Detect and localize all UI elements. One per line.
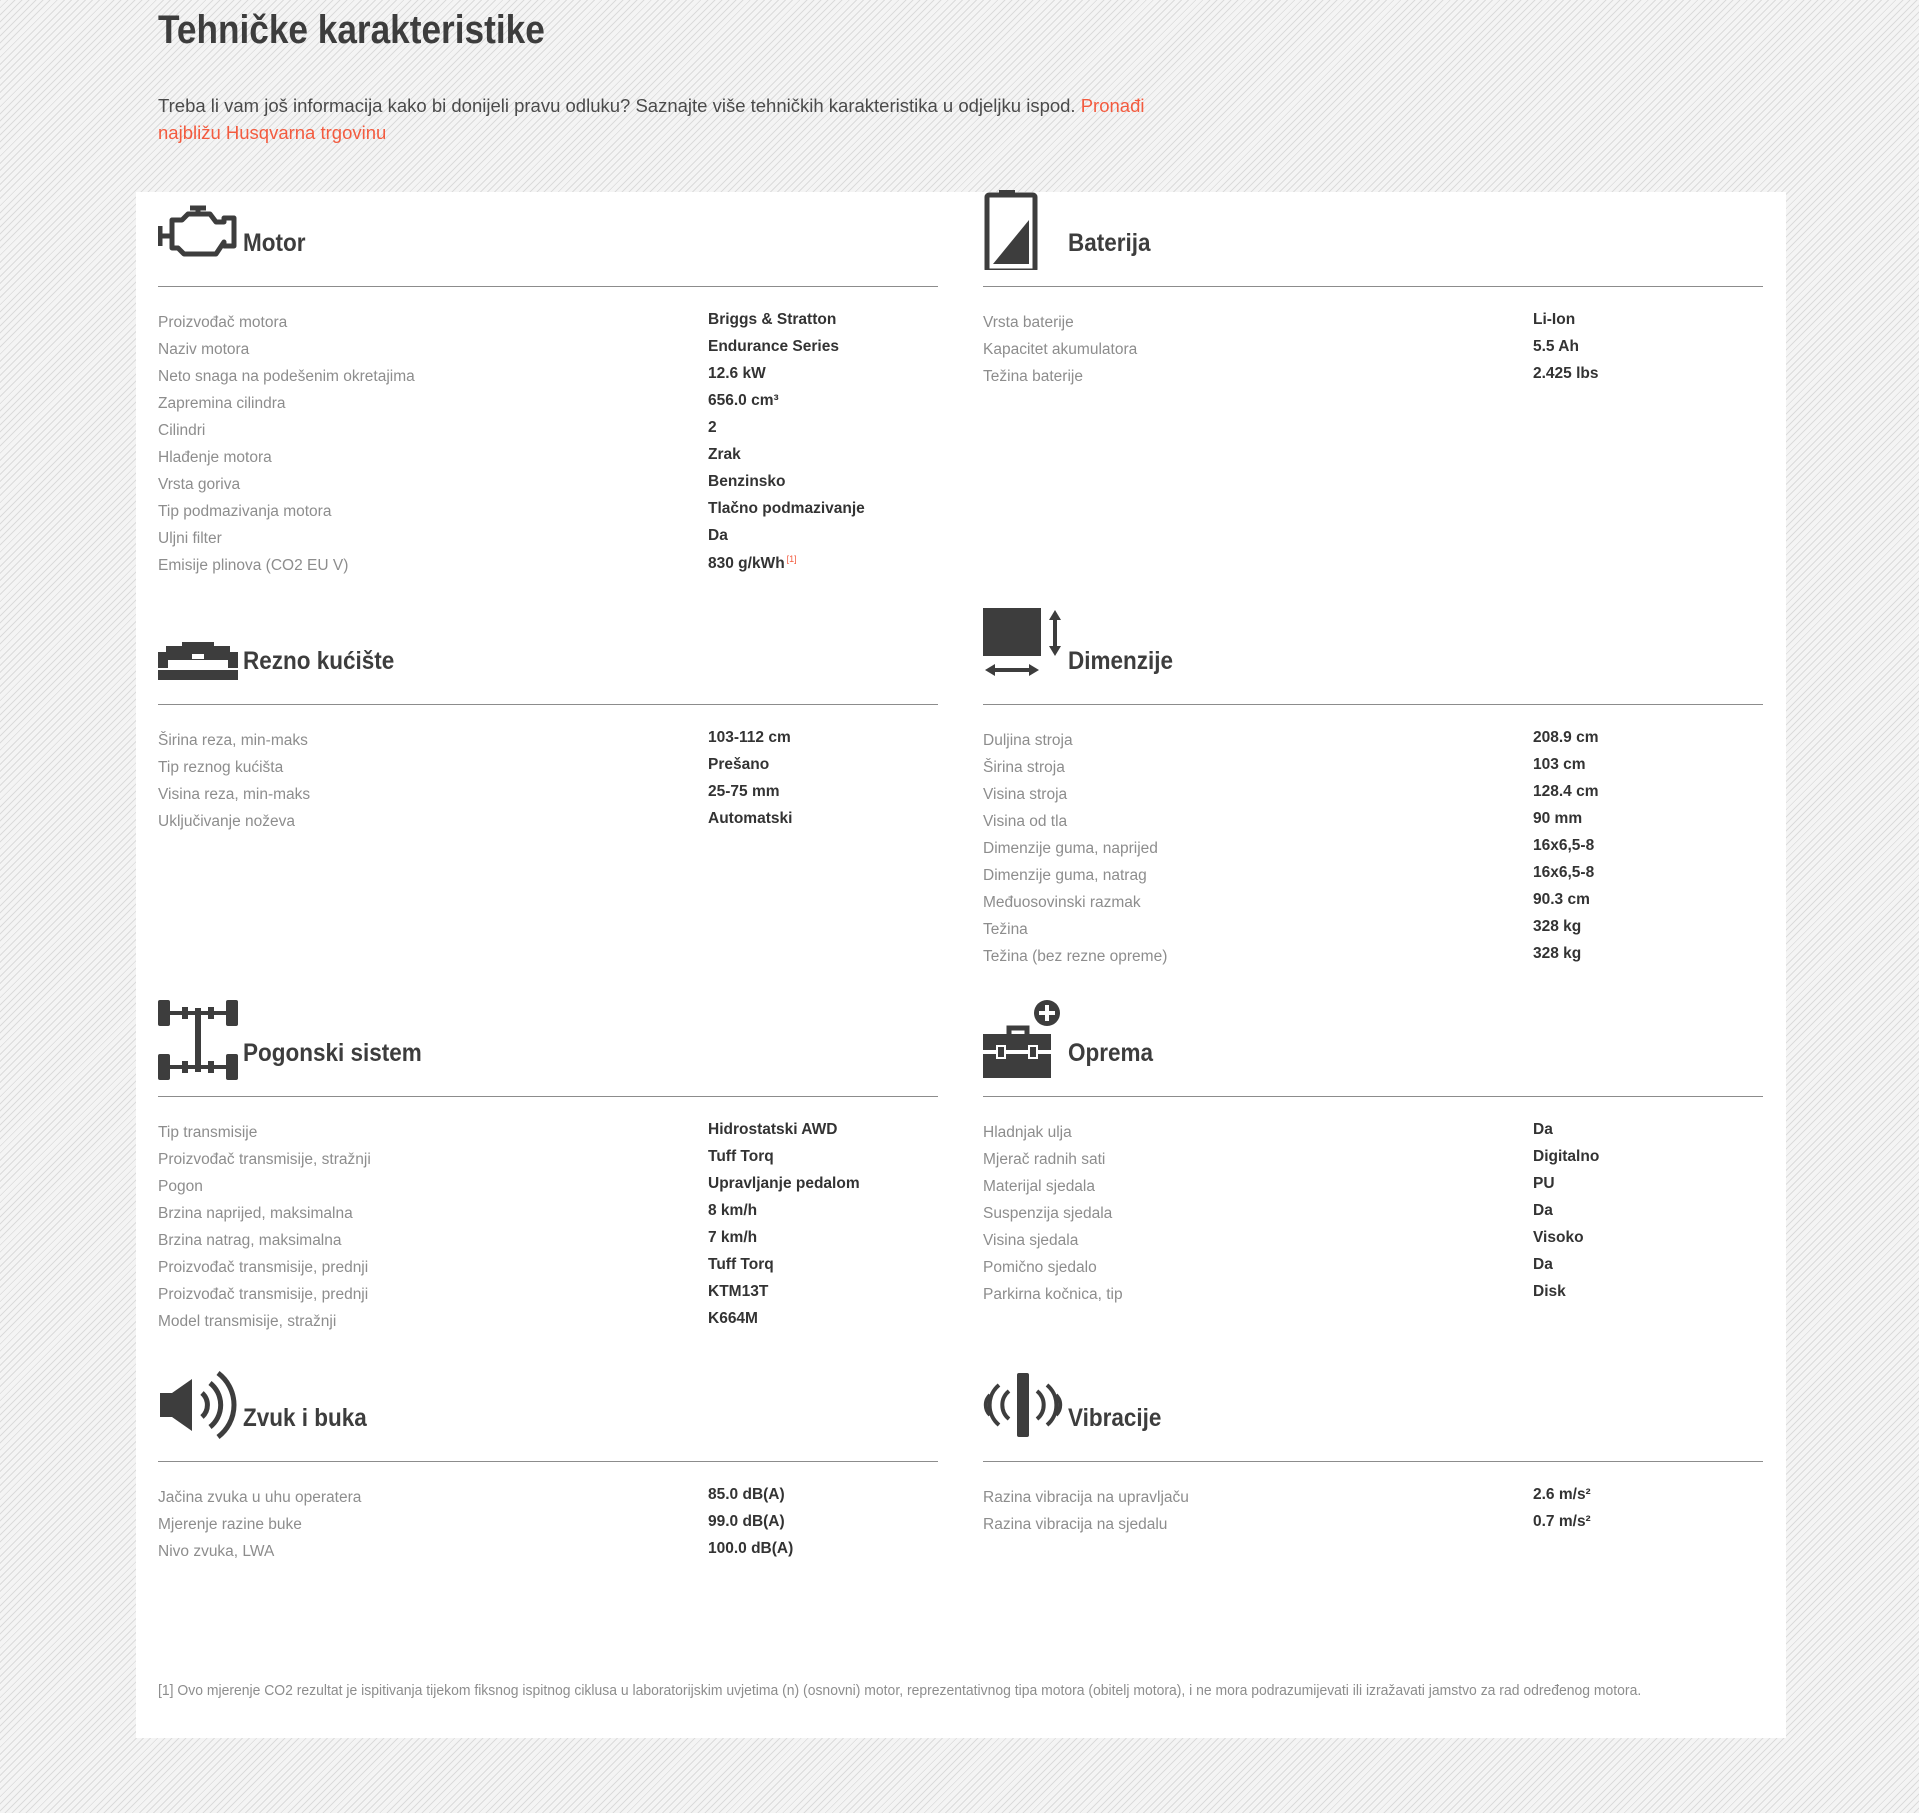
section-title: Dimenzije bbox=[1068, 647, 1174, 675]
spec-value bbox=[708, 783, 780, 801]
speaker-icon bbox=[158, 1365, 238, 1445]
spec-value-text: Tlačno podmazivanje bbox=[708, 500, 865, 517]
spec-label: Pogon bbox=[158, 1178, 203, 1195]
spec-value-text: Endurance Series bbox=[708, 338, 839, 355]
section-zvuk bbox=[158, 1367, 938, 1567]
spec-value-text: Tuff Torq bbox=[708, 1256, 774, 1273]
spec-value bbox=[708, 392, 779, 410]
spec-row bbox=[158, 446, 938, 473]
section-title: Pogonski sistem bbox=[243, 1039, 422, 1067]
vibration-icon bbox=[983, 1365, 1063, 1445]
spec-row bbox=[158, 1175, 938, 1202]
section-header bbox=[158, 1367, 938, 1462]
spec-row bbox=[158, 1121, 938, 1148]
spec-label: Model transmisije, stražnji bbox=[158, 1313, 337, 1330]
spec-label: Mjerenje razine buke bbox=[158, 1516, 302, 1533]
spec-value-text: Disk bbox=[1533, 1283, 1566, 1300]
spec-row bbox=[983, 311, 1763, 338]
spec-value-text: 16x6,5-8 bbox=[1533, 837, 1595, 854]
spec-label: Visina reza, min-maks bbox=[158, 786, 311, 803]
spec-value bbox=[1533, 1513, 1591, 1531]
spec-row bbox=[983, 1486, 1763, 1513]
spec-value bbox=[708, 446, 741, 464]
spec-value bbox=[708, 554, 797, 573]
spec-value-text: 103-112 cm bbox=[708, 729, 791, 746]
spec-row bbox=[983, 1121, 1763, 1148]
spec-row bbox=[158, 1540, 938, 1567]
spec-value-text: K664M bbox=[708, 1310, 758, 1327]
spec-value-text: 2 bbox=[708, 419, 717, 436]
spec-value-text: Upravljanje pedalom bbox=[708, 1175, 860, 1192]
section-pogonski bbox=[158, 1002, 938, 1337]
spec-row bbox=[983, 810, 1763, 837]
spec-value bbox=[708, 1513, 785, 1531]
spec-value bbox=[1533, 338, 1579, 356]
spec-rows bbox=[158, 705, 938, 837]
spec-value bbox=[708, 500, 865, 518]
spec-value bbox=[1533, 1486, 1591, 1504]
spec-row bbox=[983, 1256, 1763, 1283]
section-title: Oprema bbox=[1068, 1039, 1154, 1067]
spec-value-text: Da bbox=[1533, 1256, 1553, 1273]
section-header bbox=[158, 610, 938, 705]
spec-value-text: 5.5 Ah bbox=[1533, 338, 1579, 355]
spec-value bbox=[708, 365, 766, 383]
spec-value-text: 328 kg bbox=[1533, 918, 1582, 935]
section-title: Rezno kućište bbox=[243, 647, 395, 675]
spec-value-text: 2.425 lbs bbox=[1533, 365, 1599, 382]
spec-label: Cilindri bbox=[158, 422, 206, 439]
spec-rows bbox=[983, 1462, 1763, 1540]
spec-label: Brzina naprijed, maksimalna bbox=[158, 1205, 353, 1222]
spec-value bbox=[1533, 945, 1581, 963]
spec-value bbox=[708, 1121, 837, 1139]
footnote: [1] Ovo mjerenje CO2 rezultat je ispitivanja tijekom fiksnog ispitnog ciklusa u laboratorijskim uvjetima (n) (osnovni) motor, reprezentativnog tipa motora (obitelj motora), i ne mora podrazumijevati ili izražavati jamstvo za rad određenog motora. bbox=[158, 1682, 1642, 1699]
spec-row bbox=[158, 338, 938, 365]
spec-row bbox=[983, 891, 1763, 918]
spec-value-text: Visoko bbox=[1533, 1229, 1584, 1246]
spec-label: Težina (bez rezne opreme) bbox=[983, 948, 1168, 965]
spec-value-text: KTM13T bbox=[708, 1283, 769, 1300]
page-title: Tehničke karakteristike bbox=[158, 8, 545, 52]
spec-value-text: Li-Ion bbox=[1533, 311, 1576, 328]
spec-value bbox=[1533, 783, 1599, 801]
spec-value bbox=[708, 473, 786, 491]
spec-value-text: Briggs & Stratton bbox=[708, 311, 837, 328]
spec-value-text: Benzinsko bbox=[708, 473, 786, 490]
spec-label: Uključivanje noževa bbox=[158, 813, 295, 830]
spec-value bbox=[1533, 1121, 1553, 1139]
spec-row bbox=[983, 729, 1763, 756]
spec-value bbox=[708, 1175, 860, 1193]
section-header bbox=[158, 192, 938, 287]
section-title: Zvuk i buka bbox=[243, 1404, 367, 1432]
battery-icon bbox=[983, 190, 1063, 270]
spec-label: Tip transmisije bbox=[158, 1124, 258, 1141]
spec-value-text: 2.6 m/s² bbox=[1533, 1486, 1591, 1503]
spec-value bbox=[708, 1229, 757, 1247]
spec-label: Proizvođač transmisije, prednji bbox=[158, 1286, 369, 1303]
spec-label: Razina vibracija na upravljaču bbox=[983, 1489, 1189, 1506]
spec-label: Vrsta baterije bbox=[983, 314, 1074, 331]
spec-label: Nivo zvuka, LWA bbox=[158, 1543, 275, 1560]
spec-label: Širina reza, min-maks bbox=[158, 732, 308, 749]
spec-value bbox=[1533, 1148, 1599, 1166]
spec-value bbox=[1533, 1175, 1555, 1193]
spec-value-text: 328 kg bbox=[1533, 945, 1582, 962]
cutting-deck-icon bbox=[158, 608, 238, 688]
spec-value bbox=[708, 1310, 758, 1328]
section-motor bbox=[158, 192, 938, 581]
spec-value bbox=[1533, 837, 1594, 855]
spec-value bbox=[1533, 1229, 1584, 1247]
spec-label: Dimenzije guma, natrag bbox=[983, 867, 1147, 884]
spec-row bbox=[983, 837, 1763, 864]
spec-label: Hlađenje motora bbox=[158, 449, 272, 466]
spec-row bbox=[983, 756, 1763, 783]
spec-row bbox=[983, 1229, 1763, 1256]
spec-value-text: PU bbox=[1533, 1175, 1555, 1192]
spec-label: Širina stroja bbox=[983, 759, 1065, 776]
spec-label: Naziv motora bbox=[158, 341, 250, 358]
spec-row bbox=[158, 392, 938, 419]
spec-rows bbox=[158, 1097, 938, 1337]
spec-label: Duljina stroja bbox=[983, 732, 1073, 749]
section-header bbox=[983, 1367, 1763, 1462]
section-header bbox=[158, 1002, 938, 1097]
spec-value-text: Da bbox=[708, 527, 728, 544]
spec-label: Težina baterije bbox=[983, 368, 1083, 385]
spec-value-text: 830 g/kWh bbox=[708, 555, 785, 573]
spec-value bbox=[1533, 810, 1582, 828]
spec-value-text: 85.0 dB(A) bbox=[708, 1486, 785, 1503]
section-title: Vibracije bbox=[1068, 1404, 1162, 1432]
spec-label: Vrsta goriva bbox=[158, 476, 241, 493]
spec-value bbox=[708, 1283, 768, 1301]
spec-label: Visina stroja bbox=[983, 786, 1068, 803]
spec-row bbox=[158, 1283, 938, 1310]
spec-row bbox=[983, 1148, 1763, 1175]
spec-value bbox=[708, 810, 792, 828]
spec-row bbox=[983, 918, 1763, 945]
spec-value bbox=[1533, 1283, 1566, 1301]
intro-paragraph bbox=[158, 92, 1208, 146]
spec-row bbox=[158, 729, 938, 756]
spec-value bbox=[1533, 1256, 1553, 1274]
specs-card bbox=[136, 192, 1786, 1738]
spec-value-text: 100.0 dB(A) bbox=[708, 1540, 794, 1557]
section-header bbox=[983, 192, 1763, 287]
spec-value-text: Digitalno bbox=[1533, 1148, 1600, 1165]
spec-row bbox=[158, 783, 938, 810]
spec-row bbox=[158, 756, 938, 783]
spec-value bbox=[708, 729, 791, 747]
spec-value-text: 128.4 cm bbox=[1533, 783, 1599, 800]
spec-value bbox=[1533, 891, 1590, 909]
spec-label: Suspenzija sjedala bbox=[983, 1205, 1113, 1222]
spec-label: Visina sjedala bbox=[983, 1232, 1079, 1249]
spec-row bbox=[983, 783, 1763, 810]
spec-label: Visina od tla bbox=[983, 813, 1068, 830]
spec-row bbox=[158, 365, 938, 392]
spec-row bbox=[158, 500, 938, 527]
spec-row bbox=[158, 527, 938, 554]
spec-value-text: Tuff Torq bbox=[708, 1148, 774, 1165]
spec-label: Uljni filter bbox=[158, 530, 222, 547]
spec-value bbox=[708, 1202, 757, 1220]
spec-value-text: 208.9 cm bbox=[1533, 729, 1599, 746]
spec-row bbox=[158, 1202, 938, 1229]
spec-label: Materijal sjedala bbox=[983, 1178, 1095, 1195]
section-vibracije bbox=[983, 1367, 1763, 1540]
spec-value-text: Hidrostatski AWD bbox=[708, 1121, 838, 1138]
spec-row bbox=[158, 1148, 938, 1175]
spec-label: Emisije plinova (CO2 EU V) bbox=[158, 557, 349, 574]
spec-row bbox=[158, 311, 938, 338]
spec-value-text: Da bbox=[1533, 1202, 1553, 1219]
spec-label: Hladnjak ulja bbox=[983, 1124, 1072, 1141]
spec-value bbox=[708, 527, 728, 545]
spec-value-text: Prešano bbox=[708, 756, 770, 773]
spec-row bbox=[983, 864, 1763, 891]
spec-row bbox=[158, 810, 938, 837]
spec-value bbox=[1533, 864, 1594, 882]
engine-icon bbox=[158, 190, 238, 270]
spec-value bbox=[708, 1256, 774, 1274]
section-dimenzije bbox=[983, 610, 1763, 972]
spec-label: Parkirna kočnica, tip bbox=[983, 1286, 1123, 1303]
section-header bbox=[983, 1002, 1763, 1097]
spec-value-text: 16x6,5-8 bbox=[1533, 864, 1595, 881]
spec-label: Kapacitet akumulatora bbox=[983, 341, 1138, 358]
spec-row bbox=[158, 1513, 938, 1540]
spec-value-text: Zrak bbox=[708, 446, 741, 463]
section-title: Motor bbox=[243, 229, 306, 257]
intro-text: Treba li vam još informacija kako bi donijeli pravu odluku? Saznajte više tehničkih karakteristika u odjeljku ispod. bbox=[158, 95, 1081, 116]
spec-value bbox=[1533, 729, 1599, 747]
spec-row bbox=[158, 1256, 938, 1283]
spec-value bbox=[708, 1486, 785, 1504]
spec-label: Proizvođač motora bbox=[158, 314, 288, 331]
spec-label: Zapremina cilindra bbox=[158, 395, 286, 412]
section-rezno bbox=[158, 610, 938, 837]
spec-label: Neto snaga na podešenim okretajima bbox=[158, 368, 415, 385]
spec-label: Proizvođač transmisije, prednji bbox=[158, 1259, 369, 1276]
spec-row bbox=[158, 1310, 938, 1337]
spec-row bbox=[983, 338, 1763, 365]
spec-value-text: 0.7 m/s² bbox=[1533, 1513, 1591, 1530]
spec-value bbox=[1533, 365, 1599, 383]
toolbox-plus-icon bbox=[983, 1000, 1063, 1080]
spec-value bbox=[708, 338, 839, 356]
spec-label: Međuosovinski razmak bbox=[983, 894, 1141, 911]
spec-label: Dimenzije guma, naprijed bbox=[983, 840, 1158, 857]
spec-row bbox=[158, 473, 938, 500]
spec-label: Težina bbox=[983, 921, 1028, 938]
spec-label: Tip reznog kućišta bbox=[158, 759, 284, 776]
spec-label: Brzina natrag, maksimalna bbox=[158, 1232, 342, 1249]
spec-label: Mjerač radnih sati bbox=[983, 1151, 1106, 1168]
spec-value-text: 90.3 cm bbox=[1533, 891, 1590, 908]
spec-row bbox=[158, 1229, 938, 1256]
spec-value-text: 7 km/h bbox=[708, 1229, 758, 1246]
spec-value bbox=[708, 1540, 793, 1558]
spec-value-text: 8 km/h bbox=[708, 1202, 758, 1219]
spec-value bbox=[1533, 918, 1581, 936]
spec-label: Jačina zvuka u uhu operatera bbox=[158, 1489, 362, 1506]
spec-value-text: 103 cm bbox=[1533, 756, 1586, 773]
spec-rows bbox=[158, 287, 938, 581]
spec-value-text: 90 mm bbox=[1533, 810, 1583, 827]
spec-value-text: 25-75 mm bbox=[708, 783, 780, 800]
section-title: Baterija bbox=[1068, 229, 1151, 257]
spec-value-text: 99.0 dB(A) bbox=[708, 1513, 785, 1530]
spec-rows bbox=[983, 1097, 1763, 1310]
spec-row bbox=[983, 1283, 1763, 1310]
spec-value bbox=[708, 311, 836, 329]
spec-row bbox=[983, 1513, 1763, 1540]
spec-value-text: 12.6 kW bbox=[708, 365, 766, 382]
spec-rows bbox=[983, 287, 1763, 392]
footnote-reference[interactable]: [1] bbox=[786, 554, 797, 564]
dimensions-icon bbox=[983, 608, 1063, 688]
spec-value-text: 656.0 cm³ bbox=[708, 392, 779, 409]
spec-value bbox=[1533, 1202, 1553, 1220]
spec-value bbox=[1533, 311, 1575, 329]
spec-label: Razina vibracija na sjedalu bbox=[983, 1516, 1168, 1533]
spec-row bbox=[158, 419, 938, 446]
spec-row bbox=[983, 1175, 1763, 1202]
spec-value-text: Automatski bbox=[708, 810, 793, 827]
spec-row bbox=[983, 1202, 1763, 1229]
spec-row bbox=[983, 365, 1763, 392]
spec-row bbox=[158, 554, 938, 581]
spec-label: Pomično sjedalo bbox=[983, 1259, 1097, 1276]
spec-rows bbox=[983, 705, 1763, 972]
section-baterija bbox=[983, 192, 1763, 392]
spec-label: Proizvođač transmisije, stražnji bbox=[158, 1151, 371, 1168]
spec-rows bbox=[158, 1462, 938, 1567]
spec-row bbox=[983, 945, 1763, 972]
drivetrain-icon bbox=[158, 1000, 238, 1080]
find-store-link[interactable]: Pronađi najbližu Husqvarna trgovinu bbox=[158, 95, 1145, 143]
spec-label: Tip podmazivanja motora bbox=[158, 503, 332, 520]
spec-value-text: Da bbox=[1533, 1121, 1553, 1138]
spec-value bbox=[708, 419, 717, 437]
spec-value bbox=[708, 1148, 774, 1166]
spec-value bbox=[708, 756, 769, 774]
spec-value bbox=[1533, 756, 1586, 774]
spec-row bbox=[158, 1486, 938, 1513]
section-header bbox=[983, 610, 1763, 705]
section-oprema bbox=[983, 1002, 1763, 1310]
